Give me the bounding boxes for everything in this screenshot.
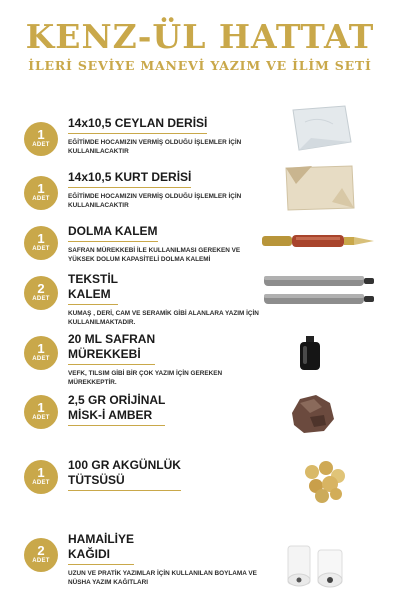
quantity-value: 1 <box>37 341 45 356</box>
item-text <box>68 168 268 210</box>
page-subtitle: İLERİ SEVİYE MANEVİ YAZIM VE İLİM SETİ <box>28 58 372 73</box>
item-text <box>68 532 268 587</box>
item-text <box>68 332 268 387</box>
quantity-badge <box>24 538 58 572</box>
textile-markers-image <box>262 274 378 308</box>
item-name: DOLMA KALEM <box>68 224 158 242</box>
item-name: 20 ML SAFRAN MÜREKKEBİ <box>68 332 155 365</box>
item-text <box>68 458 268 491</box>
item-name: 2,5 GR ORİJİNAL MİSK-İ AMBER <box>68 393 165 426</box>
quantity-unit: ADET <box>32 356 50 362</box>
deer-leather-image <box>285 102 355 157</box>
quantity-badge <box>24 122 58 156</box>
quantity-unit: ADET <box>32 296 50 302</box>
item-description: VEFK, TILSIM GİBİ BİR ÇOK YAZIM İÇİN GEREKEN MÜREKKEPTİR. <box>68 370 223 386</box>
quantity-value: 2 <box>37 543 45 558</box>
item-description: KUMAŞ , DERİ, CAM VE SERAMİK GİBİ ALANLARA YAZIM İÇİN KULLANILMAKTADIR. <box>68 310 259 326</box>
quantity-unit: ADET <box>32 415 50 421</box>
item-text <box>68 393 268 426</box>
quantity-unit: ADET <box>32 196 50 202</box>
quantity-badge <box>24 226 58 260</box>
quantity-badge <box>24 276 58 310</box>
quantity-value: 1 <box>37 400 45 415</box>
item-description: EĞİTİMDE HOCAMIZIN VERMİŞ OLDUĞU İŞLEMLER İÇİN KULLANILACAKTIR <box>68 139 242 155</box>
item-name: HAMAİLİYE KAĞIDI <box>68 532 134 565</box>
quantity-value: 1 <box>37 127 45 142</box>
amber-stone-image <box>288 393 336 435</box>
quantity-unit: ADET <box>32 246 50 252</box>
item-name: 100 GR AKGÜNLÜK TÜTSÜSÜ <box>68 458 181 491</box>
quantity-value: 1 <box>37 231 45 246</box>
header <box>0 18 400 73</box>
quantity-badge <box>24 336 58 370</box>
quantity-badge <box>24 176 58 210</box>
quantity-unit: ADET <box>32 558 50 564</box>
item-description: EĞİTİMDE HOCAMIZIN VERMİŞ OLDUĞU İŞLEMLER İÇİN KULLANILACAKTIR <box>68 193 242 209</box>
fountain-pen-image <box>260 230 378 252</box>
quantity-badge <box>24 395 58 429</box>
quantity-unit: ADET <box>32 142 50 148</box>
quantity-value: 1 <box>37 465 45 480</box>
paper-rolls-image <box>282 540 352 592</box>
item-text <box>68 222 268 264</box>
frankincense-image <box>302 460 346 504</box>
quantity-value: 1 <box>37 181 45 196</box>
ink-bottle-image <box>297 334 323 372</box>
wolf-leather-image <box>282 162 360 214</box>
item-name: 14x10,5 CEYLAN DERİSİ <box>68 116 207 134</box>
item-description: UZUN VE PRATİK YAZIMLAR İÇİN KULLANILAN BOYLAMA VE NÜSHA YAZIM KAĞITLARI <box>68 570 257 586</box>
item-text <box>68 272 268 327</box>
quantity-value: 2 <box>37 281 45 296</box>
item-name: 14x10,5 KURT DERİSİ <box>68 170 191 188</box>
quantity-unit: ADET <box>32 480 50 486</box>
quantity-badge <box>24 460 58 494</box>
item-text <box>68 114 268 156</box>
page-title: KENZ-ÜL HATTAT <box>25 17 375 56</box>
item-description: SAFRAN MÜREKKEBİ İLE KULLANILMASI GEREKEN VE YÜKSEK DOLUM KAPASİTELİ DOLMA KALEMİ <box>68 247 241 263</box>
item-name: TEKSTİL KALEM <box>68 272 118 305</box>
